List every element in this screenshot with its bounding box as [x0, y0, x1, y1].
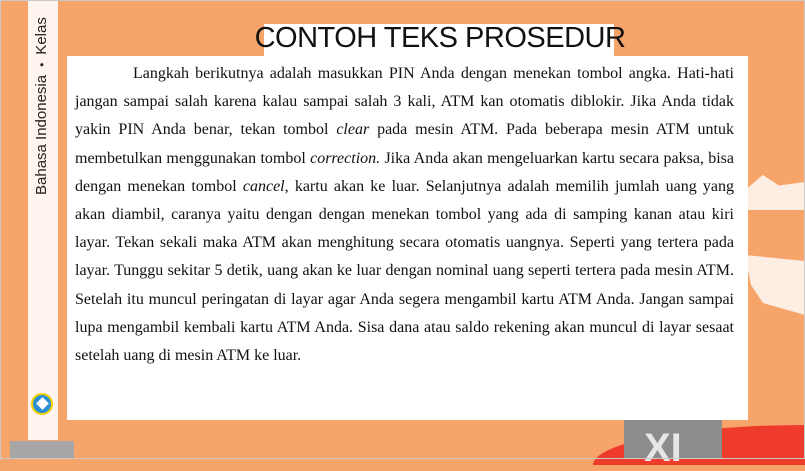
spine-separator: •: [35, 62, 49, 67]
paragraph-part-1: Langkah berikutnya adalah masukkan PIN Anda dengan menekan tombol angka. Hati-hati jangan sampai salah karena kalau sampai salah 3 kali, ATM kan otomatis diblokir. Jika Anda tidak yakin PIN Anda benar, tekan tombol: [75, 65, 734, 139]
publisher-logo-icon: [31, 393, 53, 415]
paragraph-part-2: pada mesin ATM. Pada beberapa mesin ATM untuk membetulkan menggunakan tombol: [75, 121, 735, 167]
spine-subject: Bahasa Indonesia: [33, 74, 50, 195]
term-cancel: cancel,: [242, 177, 289, 195]
term-correction: correction.: [310, 149, 381, 167]
class-roman: XI: [644, 426, 682, 470]
torn-paper-decoration: [740, 175, 805, 210]
class-badge: [624, 418, 722, 470]
grey-tab: [10, 441, 74, 459]
torn-paper-decoration-lower: [745, 255, 805, 315]
page-title: CONTOH TEKS PROSEDUR: [254, 22, 626, 54]
spine-class-label: Kelas: [33, 17, 50, 55]
paragraph-part-3: Jika Anda akan mengeluarkan kartu secara paksa, bisa dengan menekan tombol: [75, 149, 735, 195]
logo-mark: [36, 397, 49, 410]
procedure-paragraph: [75, 60, 734, 370]
spine-label: [33, 17, 50, 195]
paragraph-part-4: kartu akan ke luar. Selanjutnya adalah memilih jumlah uang yang akan diambil, caranya yaitu dengan dengan menekan tombol yang ada di samping kanan atau kiri layar. Tekan sekali maka ATM akan menghitung secara otomatis uangnya. Seperti yang tertera pada layar. Tunggu sekitar 5 detik, uang akan ke luar dengan nominal uang seperti tertera pada mesin ATM. Setelah itu muncul peringatan di layar agar Anda segera mengambil kartu ATM Anda. Jangan sampai lupa mengambil kembali kartu ATM Anda. Sisa dana atau saldo rekening akan muncul di layar sesaat setelah uang di mesin ATM ke luar.: [75, 177, 734, 365]
term-clear: clear: [336, 121, 370, 139]
